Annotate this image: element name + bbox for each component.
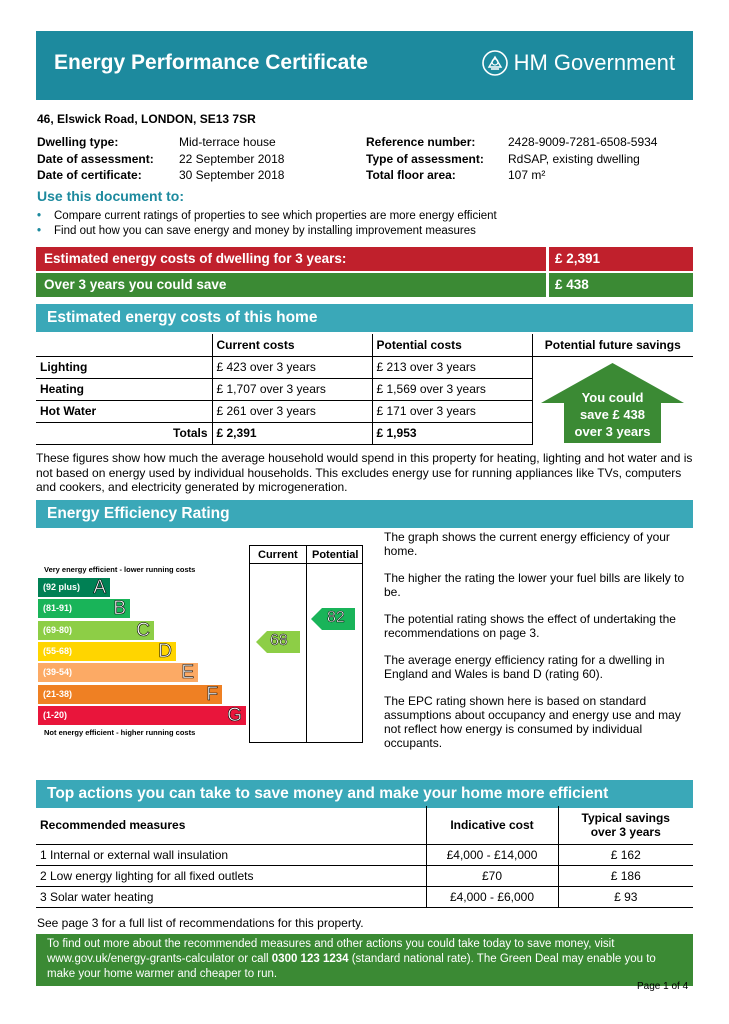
current-cost: £ 261 over 3 years [212,400,372,422]
detail-label: Date of assessment: [37,151,154,166]
hm-government-label: HM Government [513,50,675,75]
band-letter: E [181,662,194,684]
typical-saving: £ 186 [558,865,693,886]
property-address: 46, Elswick Road, LONDON, SE13 7SR [37,112,256,126]
actions-section-header: Top actions you can take to save money and make your home more efficient [36,780,693,808]
detail-row [37,134,284,151]
measure: 2 Low energy lighting for all fixed outlets [36,865,426,886]
phone-number: 0300 123 1234 [271,953,349,965]
band-range: (39-54) [43,667,73,678]
savings-line: over 3 years [574,424,651,439]
use-bullets [37,209,497,239]
column-header: Indicative cost [426,806,558,844]
estimated-cost-label: Estimated energy costs of dwelling for 3 years: [36,247,546,271]
band-range: (81-91) [43,603,73,614]
totals-current: £ 2,391 [212,422,372,444]
detail-value: 2428-9009-7281-6508-5934 [508,135,658,149]
could-save-label: Over 3 years you could save [36,273,546,297]
page-number: Page 1 of 4 [637,981,689,992]
estimated-cost-bar [36,247,693,271]
could-save-bar [36,273,693,297]
band-range: (92 plus) [43,582,81,592]
detail-label: Type of assessment: [366,151,484,166]
potential-cost: £ 171 over 3 years [372,400,532,422]
top-scale-label: Very energy efficient - lower running costs [44,565,196,574]
row-label: Hot Water [36,400,212,422]
certificate-header [36,31,693,100]
indicative-cost: £4,000 - £14,000 [426,844,558,865]
hm-government-logo [480,49,675,77]
explanation-paragraph: The EPC rating shown here is based on standard assumptions about occupancy and energy use and may not reflect how energy is consumed by individual occupants. [384,694,681,750]
rating-band-f [38,685,222,704]
explanation-paragraph: The higher the rating the lower your fuel bills are likely to be. [384,571,685,599]
explanation-paragraph: The average energy efficiency rating for a dwelling in England and Wales is band D (rating 60). [384,653,665,681]
detail-row [366,134,657,151]
rating-section-header: Energy Efficiency Rating [36,500,693,528]
detail-label: Total floor area: [366,168,456,182]
rating-band-a [38,578,110,597]
band-letter: F [206,683,218,705]
row-label: Heating [36,378,212,400]
explanation-paragraph: The graph shows the current energy efficiency of your home. [384,530,670,558]
footer-text: (standard national rate). The Green Deal may enable you to make your home warmer and cheaper to run. [47,953,656,980]
explanation-paragraph: The potential rating shows the effect of undertaking the recommendations on page 3. [384,612,676,640]
table-row [36,886,693,907]
band-range: (55-68) [43,645,73,656]
see-page-note: See page 3 for a full list of recommendations for this property. [37,916,364,930]
bullet-item: • Find out how you can save energy and money by installing improvement measures [37,224,497,239]
costs-section-header: Estimated energy costs of this home [36,304,693,332]
band-letter: B [113,598,126,620]
detail-row [366,151,657,168]
column-header: Potential future savings [532,334,693,356]
current-rating-value: 68 [270,632,288,649]
bullet-item: • Compare current ratings of properties to see which properties are more energy efficient [37,209,497,224]
typical-saving: £ 93 [558,886,693,907]
could-save-value: £ 438 [549,273,693,297]
details-left [37,134,284,184]
potential-column-header: Potential [312,549,359,561]
rating-band-g [38,706,246,725]
details-right [366,134,657,184]
band-range: (69-80) [43,624,73,635]
totals-label: Totals [36,422,212,444]
table-header-row [36,806,693,844]
column-header: Potential costs [372,334,532,356]
table-row [36,865,693,886]
detail-value: RdSAP, existing dwelling [508,151,640,166]
potential-rating-value: 82 [327,609,345,626]
royal-crest-icon [480,49,510,77]
energy-rating-chart [36,545,366,745]
costs-note: These figures show how much the average household would spend in this property for heating, lighting and hot water and is not based on energy used by individual households. This excludes energy use for running appliances like TVs, computers and cookers, and electricity generated by microgeneration. [36,451,693,494]
band-range: (21-38) [43,688,73,699]
detail-label: Date of certificate: [37,168,142,182]
column-header: Recommended measures [36,806,426,844]
savings-line: You could [581,390,644,405]
detail-label: Reference number: [366,135,476,149]
typical-saving: £ 162 [558,844,693,865]
rating-explanation [384,530,694,750]
band-letter: G [227,704,242,726]
detail-label: Dwelling type: [37,135,119,149]
estimated-cost-value: £ 2,391 [549,247,693,271]
band-letter: C [136,619,150,641]
indicative-cost: £4,000 - £6,000 [426,886,558,907]
band-letter: A [93,577,106,598]
rating-band-d [38,642,176,661]
totals-potential: £ 1,953 [372,422,532,444]
measure: 1 Internal or external wall insulation [36,844,426,865]
current-cost: £ 1,707 over 3 years [212,378,372,400]
column-divider [306,545,307,743]
detail-row [37,167,284,184]
detail-value: 107 m² [508,168,546,182]
indicative-cost: £70 [426,865,558,886]
savings-arrow-text [541,389,684,440]
table-row [36,844,693,865]
detail-value: 30 September 2018 [179,168,285,182]
detail-value: 22 September 2018 [179,151,285,166]
band-range: (1-20) [43,709,68,720]
table-header-row [36,334,693,356]
column-header: Typical savings over 3 years [558,806,693,844]
rating-band-e [38,663,198,682]
bottom-scale-label: Not energy efficient - higher running costs [44,728,196,737]
current-cost: £ 423 over 3 years [212,356,372,378]
footer-text: To find out more about the recommended measures and other actions you could take today to save money, visit www.gov.uk/energy-grants-calculator or call [47,938,615,965]
use-document-title: Use this document to: [37,188,185,204]
certificate-title: Energy Performance Certificate [54,51,368,74]
potential-cost: £ 1,569 over 3 years [372,378,532,400]
savings-line: save £ 438 [579,407,646,422]
potential-cost: £ 213 over 3 years [372,356,532,378]
band-letter: D [158,640,172,662]
rating-band-b [38,599,130,618]
rating-band-c [38,621,154,640]
column-header: Current costs [212,334,372,356]
actions-table [36,806,693,908]
row-label: Lighting [36,356,212,378]
header-divider [249,563,363,564]
measure: 3 Solar water heating [36,886,426,907]
detail-value: Mid-terrace house [179,135,276,149]
current-column-header: Current [258,549,298,561]
detail-row [366,167,657,184]
find-out-more-box [36,934,693,986]
detail-row [37,151,284,168]
